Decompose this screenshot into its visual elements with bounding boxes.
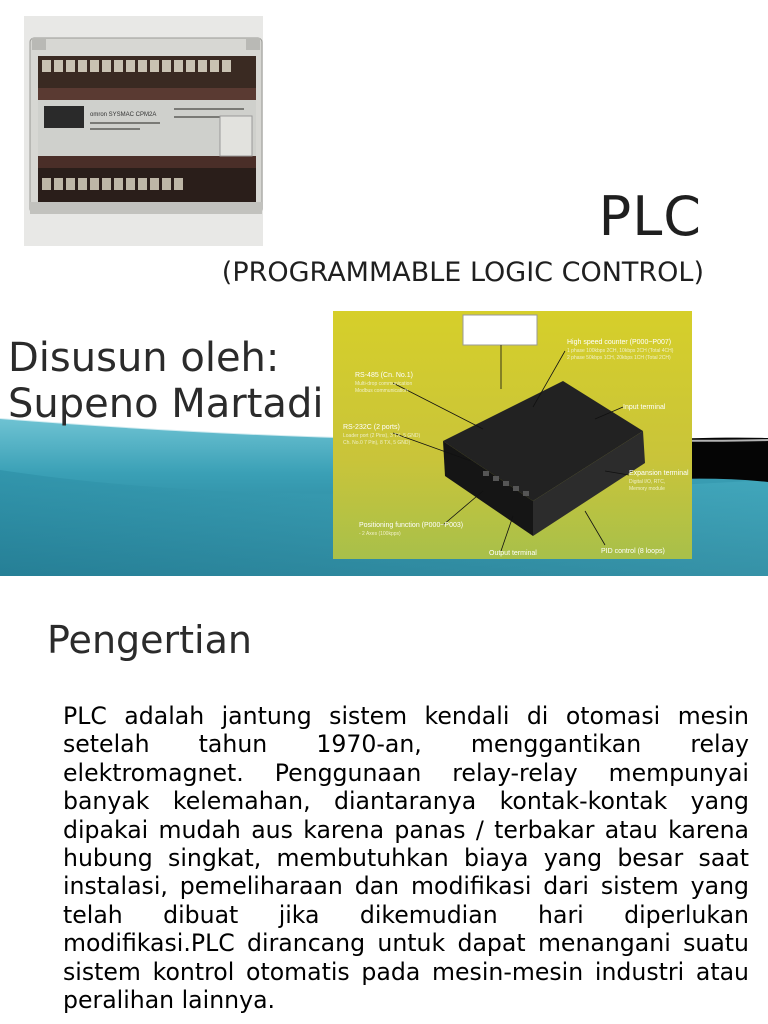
- author-label: Disusun oleh:: [8, 335, 280, 381]
- slide-title: PLC: [598, 185, 702, 248]
- callout-expansion-terminal: Expansion terminal: [629, 470, 689, 477]
- callout-high-speed-counter: High speed counter (P000~P007): [567, 339, 672, 346]
- callout-positioning-function-detail: - 2 Axes (100kpps): [359, 531, 401, 537]
- slide-subtitle: (PROGRAMMABLE LOGIC CONTROL): [221, 257, 704, 288]
- plc-device-illustration: [24, 16, 263, 246]
- plc-brand-text: omron SYSMAC CPM2A: [90, 112, 157, 118]
- callout-expansion-terminal-detail1: Digital I/O, RTC,: [629, 479, 666, 485]
- callout-high-speed-counter-detail1: 1 phase 100kbps 2CH, 10kbps 2CH (Total 4CH): [567, 348, 674, 354]
- callout-expansion-terminal-detail2: Memory module: [629, 486, 665, 492]
- callout-rs232c-detail2: Ch. No.0 7 Pin), 8 TX, 5 GND): [343, 440, 411, 446]
- callout-rs232c-detail1: Loader port (2 Pins), 3 TX, 5 GND): [343, 433, 421, 439]
- plc-photo: [24, 16, 263, 246]
- labeled-plc-illustration: [333, 311, 692, 559]
- callout-rs485-detail1: Multi-drop communication: [355, 381, 413, 387]
- content-slide: [0, 576, 768, 1024]
- callout-output-terminal: Output terminal: [489, 550, 537, 557]
- callout-rs232c: RS-232C (2 ports): [343, 424, 400, 431]
- callout-rs485: RS-485 (Cn. No.1): [355, 372, 413, 379]
- labeled-plc-photo: [333, 311, 692, 559]
- callout-pid-control: PID control (8 loops): [601, 548, 665, 555]
- callout-positioning-function: Positioning function (P000~P003): [359, 522, 464, 529]
- slide-heading: Pengertian: [47, 618, 252, 662]
- author-name: Supeno Martadi: [8, 381, 324, 428]
- callout-input-terminal: Input terminal: [623, 404, 666, 411]
- callout-rs485-detail2: Modbus communication: [355, 388, 408, 394]
- callout-high-speed-counter-detail2: 2 phase 50kbps 1CH, 20kbps 1CH (Total 2CH): [567, 355, 671, 361]
- author-block: [8, 335, 323, 428]
- slide-body-text: PLC adalah jantung sistem kendali di otomasi mesin setelah tahun 1970-an, menggantikan relay elektromagnet. Penggunaan relay-relay mempunyai banyak kelemahan, diantaranya kontak-kontak yang dipakai mudah aus karena panas / terbakar atau karena hubung singkat, membutuhkan biaya yang besar saat instalasi, pemeliharaan dan modifikasi dari sistem yang telah dibuat jika dikemudian hari diperlukan modifikasi.PLC dirancang untuk dapat menangani suatu sistem kontrol otomatis pada mesin-mesin industri atau peralihan lainnya.: [63, 702, 749, 1015]
